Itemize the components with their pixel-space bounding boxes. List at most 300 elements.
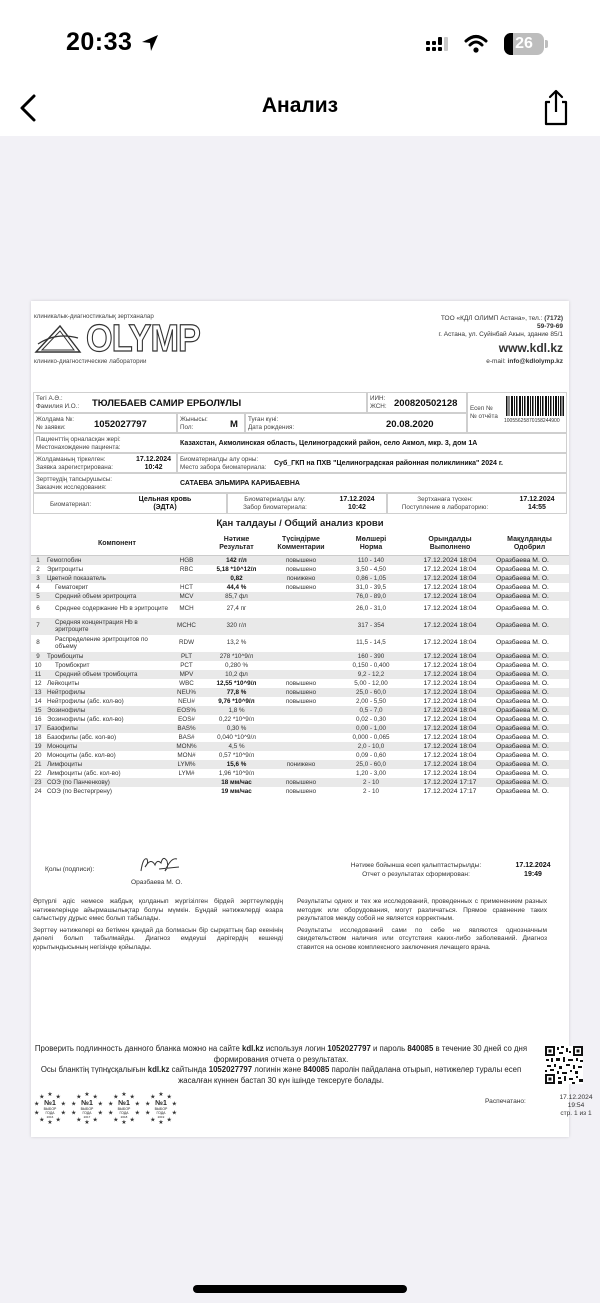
component-code: LYM% xyxy=(170,760,203,769)
table-row xyxy=(31,679,569,688)
svg-text:ВЫБОР: ВЫБОР xyxy=(117,1107,131,1111)
patient-name: ТЮЛЕБАЕВ САМИР ЕРБОЛҰЛЫ xyxy=(92,398,242,409)
result-comment: повышено xyxy=(285,679,317,687)
result-comment: повышено xyxy=(270,555,332,565)
completed-at: 17.12.2024 18:04 xyxy=(423,769,477,777)
approved-by: Оразбаева М. О. xyxy=(490,688,569,697)
component-name: СОЭ (по Панченкову) xyxy=(45,778,170,787)
approved-by: Оразбаева М. О. xyxy=(490,760,569,769)
registered-cell: Жолдаманың тіркелген: Заявка зарегистрирована: 17.12.2024 10:42 xyxy=(33,453,177,473)
reference-range: 0,150 - 0,400 xyxy=(352,661,390,669)
customer-name: САТАЕВА ЭЛЬМИРА КАРИБАЕВНА xyxy=(180,480,300,487)
component-code xyxy=(170,574,203,583)
result-value: 1,96 *10^9/л xyxy=(218,769,255,777)
order-number: 1052027797 xyxy=(94,419,147,430)
result-value: 9,76 *10^9/л xyxy=(218,697,255,705)
reference-range: 2,00 - 5,50 xyxy=(355,697,387,705)
svg-text:★: ★ xyxy=(55,1117,61,1124)
result-comment: повышено xyxy=(285,787,317,795)
svg-text:★: ★ xyxy=(166,1094,172,1101)
result-comment xyxy=(270,670,332,679)
reference-range: 26,0 - 31,0 xyxy=(355,605,387,613)
award-badge-icon xyxy=(70,1091,104,1125)
result-comment xyxy=(270,635,332,652)
component-name: Лимфоциты xyxy=(45,760,170,769)
svg-text:★: ★ xyxy=(76,1117,82,1124)
biomaterial-cell: Биоматериал: Цельная кровь (ЭДТА) xyxy=(33,493,227,514)
svg-text:★: ★ xyxy=(129,1094,135,1101)
patient-dob: 20.08.2020 xyxy=(386,419,434,430)
reference-range: 9,2 - 12,2 xyxy=(332,670,410,679)
patient-name-cell: Тегі А.Ә.: Фамилия И.О.: ТЮЛЕБАЕВ САМИР ЕРБОЛҰЛЫ xyxy=(33,392,367,413)
completed-at: 17.12.2024 18:04 xyxy=(423,697,477,705)
reference-range: 31,0 - 39,5 xyxy=(355,583,387,591)
reference-range: 2 - 10 xyxy=(362,787,380,795)
completed-at: 17.12.2024 18:04 xyxy=(410,706,490,715)
row-number: 5 xyxy=(31,592,45,601)
svg-text:★: ★ xyxy=(92,1094,98,1101)
row-number: 19 xyxy=(31,742,45,751)
component-code: RDW xyxy=(178,639,195,647)
component-name: Базофилы (абс. кол-во) xyxy=(47,733,117,741)
svg-text:№1: №1 xyxy=(44,1100,56,1107)
completed-at: 17.12.2024 18:04 xyxy=(423,605,477,613)
component-code: LYM# xyxy=(178,769,195,777)
component-name: Средний объем тромбоцита xyxy=(45,670,170,679)
approved-by: Оразбаева М. О. xyxy=(490,592,569,601)
signer-name: Оразбаева М. О. xyxy=(131,879,183,886)
completed-at: 17.12.2024 18:04 xyxy=(423,751,477,759)
svg-text:★: ★ xyxy=(60,1101,66,1108)
component-name: Тромбокрит xyxy=(55,661,90,669)
svg-text:★: ★ xyxy=(121,1092,127,1098)
row-number: 21 xyxy=(31,760,45,769)
lab-report-document: клиникалык-диагностикалық зертханалар OLYMP клинико-диагностические лаборатории ТОО «КДЛ ОЛИМП Астана», тел.: (7172) 59-79-69 г. Астана, ул. Суйінбай Акын, здание 85/1 www.kdl.kz e-mail: info@kdlolymp.kz Тегі А.Ә.: Фамилия И.О.: ТЮЛЕБАЕВ САМИР ЕРБОЛҰЛЫ ИИН: ЖСН: 200820502128 Есеп № № отчёта 100556258701582449​00 Жолдама №: № заявки: 1052027797 Жынысы: Пол: М Туған күні: Дата рождения: 20.08.2020 Пациенттің орналасқан жері: Местонахождение пациента: Казахстан, Акмолинская область, Целиноградский район, село Акмол, мкр. 3, дом 1А Жолдаманың тіркелген: Заявка зарегистрирована: 17.12.2024 10:42 Биоматериалды алу орны: Место забора биоматериала: Суб_ГКП на ПХВ "Целиноградская районная поликлиника" 2024 г. Зерттеудің тапсырушысы: Заказчик исследования: САТАЕВА ЭЛЬМИРА КАРИБАЕВНА Биоматериал: Цельная кровь (ЭДТА) Биоматериалды алу: Забор биоматериала: 17.12.2024 10:42 Зертханаға түскен: Поступление в лабораторию: 17.12.2024 14:55 Қан талдауы / Общий анализ крови Компонент Нәтиже Результат Түсіндірме Комментарии Мөлшері Норма Орындалды Выполнено Мақұлданды Одобрил 1 Гемоглобин HGB 142 г/л повышено 110 - 140 17.12.2024 18:04 Оразбаева М. О. 2 Эритроциты RBC 5,18 *10^12/л повышено 3,50 - 4,50 17.12.2024 18:04 Оразбаева М. О. 3 Цветной показатель 0,82 понижено 0,86 - 1,05 17.12.2024 18:04 Оразбаева М. О. 4 Гематокрит HCT 44,4 % повышено 31,0 - 39,5 17.12.2024 18:04 Оразбаева М. О. 5 Средний объем эритроцита MCV 85,7 фл 76,0 - 89,0 17.12.2024 18:04 Оразбаева М. О. 6 Среднее содержание Hb в эритроците MCH 27,4 пг 26,0 - 31,0 17.12.2024 18:04 Оразбаева М. О. 7 Средняя концентрация Hb в эритроците MCHC 320 г/л 317 - 354 17.12.2024 18:04 Оразбаева М. О. 8 Распределение эритроцитов по объему RDW 13,2 % 11,5 - 14,5 17.12.2024 18:04 Оразбаева М. О. 9 Тромбоциты PLT 278 *10^9/л 160 - 390 17.12.2024 18:04 Оразбаева М. О. 10 Тромбокрит PCT 0,280 % 0,150 - 0,400 17.12.2024 18:04 Оразбаева М. О. 11 Средний объем тромбоцита MPV 10,2 фл 9,2 - 12,2 17.12.2024 18:04 Оразбаева М. О. 12 Лейкоциты WBC 12,55 *10^9/л повышено 5,00 - 12,00 17.12.2024 18:04 Оразбаева М. О. 13 Нейтрофилы NEU% 77,8 % повышено 25,0 - 60,0 17.12.2024 18:04 Оразбаева М. О. 14 Нейтрофилы (абс. кол-во) NEU# 9,76 *10^9/л повышено 2,00 - 5,50 17.12.2024 18:04 Оразбаева М. О. 15 Эозинофилы EOS% 1,8 % 0,5 - 7,0 17.12.2024 18:04 Оразбаева М. О. 16 Эозинофилы (абс. кол-во) EOS# 0,22 *10^9/л 0,02 - 0,30 17.12.2024 18:04 Оразбаева М. О. 17 Базофилы BAS% 0,30 % 0,00 - 1,00 17.12.2024 18:04 Оразбаева М. О. 18 Базофилы (абс. кол-во) BAS# 0,040 *10^9/л 0,000 - 0,065 17.12.2024 18:04 Оразбаева М. О. 19 Моноциты MON% 4,5 % 2,0 - 10,0 17.12.2024 18:04 Оразбаева М. О. 20 Моноциты (абс. кол-во) MON# 0,57 *10^9/л 0,09 - 0,60 17.12.2024 18:04 Оразбаева М. О. 21 Лимфоциты LYM% 15,6 % понижено 25,0 - 60,0 17.12.2024 18:04 Оразбаева М. О. 22 Лимфоциты (абс. кол-во) LYM# 1,96 *10^9/л 1,20 - 3,00 17.12.2024 18:04 Оразбаева М. О. 23 СОЭ (по Панченкову) 18 мм/час повышено 2 - 10 17.12.2024 17:17 Оразбаева М. О. 24 СОЭ (по Вестергрену) 19 мм/час повышено 2 - 10 17.12.2024 17:17 Оразбаева М. О. Қолы (подписи): Оразбаева М. О. Нәтиже бойынша есеп қалыптастырылды: Отчет о результатах сформирован: 17.12.2024 19:49 Әртүрлі әдіс немесе жабдық қолданып жүргізілген бірдей зерттеулердің нәтижелерінде айырмашылықтар болуы мүмкін. Бұндай нәтижелерді өзара салыстыру дұрыс емес болып табылады. Зерттеу нәтижелері өз бетімен қандай да болмасын бір сырқаттың бар екенінің дәлелі болып табылмайды. Диагноз емдеуші дәрігердің кешенді қорытындысының негізінде қойылады. Результаты одних и тех же исследований, проведенных с применением разных методик или оборудования, могут различаться. Прямое сравнение таких результатов между собой не является корректным. Результаты исследований сами по себе не являются однозначным свидетельством наличия или отсутствия каких-либо заболеваний. Диагноз ставится на основе комплексного заключения лечащего врача. Проверить подлинность данного бланка можно на сайте kdl.kz используя логин 1052027797 и пароль 840085 в течение 30 дней со дня формирования отчета о результатах. Осы бланктің түпнұсқалығын kdl.kz сайтында 1052027797 логинін және 840085 паролін пайдалана отырып, нәтижелер туралы есеп жасалған күннен бастап 30 күн ішінде тексеруге болады. ★ ★ ★ ★ ★ ★ ★ ★ ★ ★ №1 ВЫБОР ГОДА 2016 ★ ★ ★ ★ ★ ★ ★ ★ ★ ★ №1 ВЫБОР ГОДА 2017 ★ ★ ★ ★ ★ ★ ★ ★ ★ ★ №1 ВЫБОР ГОДА 2018 ★ ★ ★ ★ ★ ★ ★ ★ ★ ★ №1 ВЫБОР ГОДА 2019 Распечатано: 17.12.2024 19:54 стр. 1 из 1 xyxy=(31,301,569,1137)
row-number: 3 xyxy=(31,574,45,583)
component-code: MCH xyxy=(179,605,194,613)
customer-cell: Зерттеудің тапсырушысы: Заказчик исследования: САТАЕВА ЭЛЬМИРА КАРИБАЕВНА xyxy=(33,473,567,493)
row-number: 17 xyxy=(31,724,45,733)
result-value: 0,280 % xyxy=(224,661,249,669)
reference-range: 0,5 - 7,0 xyxy=(332,706,410,715)
result-comment xyxy=(270,769,332,778)
table-row xyxy=(31,555,569,565)
barcode-number: 100556258701582449​00 xyxy=(504,418,560,424)
row-number: 10 xyxy=(34,661,42,669)
reference-range: 3,50 - 4,50 xyxy=(355,565,387,573)
approved-by: Оразбаева М. О. xyxy=(490,778,569,787)
iin-cell: ИИН: ЖСН: 200820502128 xyxy=(367,392,467,413)
completed-at: 17.12.2024 18:04 xyxy=(410,724,490,733)
component-name: Средняя концентрация Hb в эритроците xyxy=(45,618,170,635)
table-row xyxy=(31,652,569,661)
component-code: NEU% xyxy=(170,688,203,697)
result-value: 0,57 *10^9/л xyxy=(218,751,255,759)
component-name: Среднее содержание Hb в эритроците xyxy=(55,605,168,613)
component-code xyxy=(170,778,203,787)
header-result: Нәтиже Результат xyxy=(203,533,270,555)
section-title: Қан талдауы / Общий анализ крови xyxy=(216,518,384,529)
wifi-icon xyxy=(464,34,488,54)
component-code: PCT xyxy=(180,661,193,669)
collection-place: Суб_ГКП на ПХВ "Целиноградская районная поликлиника" 2024 г. xyxy=(274,460,503,467)
company-website: www.kdl.kz xyxy=(498,341,563,355)
completed-at: 17.12.2024 18:04 xyxy=(410,742,490,751)
svg-text:2016: 2016 xyxy=(46,1115,54,1119)
row-number: 4 xyxy=(36,583,40,591)
result-value: 18 мм/час xyxy=(203,778,270,787)
result-value: 278 *10^9/л xyxy=(203,652,270,661)
row-number: 22 xyxy=(34,769,42,777)
result-comment xyxy=(270,742,332,751)
table-row xyxy=(31,592,569,601)
svg-text:★: ★ xyxy=(92,1117,98,1124)
completed-at: 17.12.2024 18:04 xyxy=(410,652,490,661)
header-component: Компонент xyxy=(31,533,203,555)
result-comment: понижено xyxy=(270,574,332,583)
completed-at: 17.12.2024 18:04 xyxy=(423,715,477,723)
completed-at: 17.12.2024 18:04 xyxy=(410,592,490,601)
result-value: 142 г/л xyxy=(203,555,270,565)
table-row xyxy=(31,583,569,592)
row-number: 6 xyxy=(36,605,40,613)
svg-text:№1: №1 xyxy=(155,1100,167,1107)
signature-block: Қолы (подписи): Оразбаева М. О. Нәтиже бойынша есеп қалыптастырылды: Отчет о результатах сформирован: 17.12.2024 19:49 xyxy=(31,853,569,893)
header-norm: Мөлшері Норма xyxy=(332,533,410,555)
result-value: 77,8 % xyxy=(203,688,270,697)
reference-range: 2 - 10 xyxy=(332,778,410,787)
result-comment xyxy=(270,592,332,601)
table-row xyxy=(31,724,569,733)
table-row xyxy=(31,787,569,796)
svg-text:★: ★ xyxy=(76,1094,82,1101)
svg-text:★: ★ xyxy=(84,1092,90,1098)
navigation-bar xyxy=(0,80,600,136)
verification-notice: Проверить подлинность данного бланка можно на сайте kdl.kz используя логин 1052027797 и пароль 840085 в течение 30 дней со дня формирования отчета о результатах. Осы бланктің түпнұсқалығын kdl.kz сайтында 1052027797 логинін және 840085 паролін пайдалана отырып, нәтижелер туралы есеп жасалған күннен бастап 30 күн ішінде тексеруге болады. xyxy=(34,1044,528,1085)
reference-range: 110 - 140 xyxy=(332,555,410,565)
collected-cell: Биоматериалды алу: Забор биоматериала: 17.12.2024 10:42 xyxy=(227,493,387,514)
component-name: Тромбоциты xyxy=(45,652,170,661)
svg-text:★: ★ xyxy=(84,1120,90,1125)
component-name: Нейтрофилы xyxy=(45,688,170,697)
reference-range: 0,86 - 1,05 xyxy=(332,574,410,583)
page-title: Анализ xyxy=(261,94,339,117)
component-code: MCV xyxy=(170,592,203,601)
component-code: NEU# xyxy=(178,697,195,705)
reference-range: 0,00 - 1,00 xyxy=(332,724,410,733)
approved-by: Оразбаева М. О. xyxy=(496,661,549,669)
completed-at: 17.12.2024 18:04 xyxy=(423,565,477,573)
table-row xyxy=(31,706,569,715)
logo-triangle-icon xyxy=(34,322,82,356)
component-code: RBC xyxy=(179,565,194,573)
component-name: Эритроциты xyxy=(47,565,83,573)
collection-place-cell: Биоматериалды алу орны: Место забора биоматериала: Суб_ГКП на ПХВ "Целиноградская районная поликлиника" 2024 г. xyxy=(177,453,567,473)
svg-text:★: ★ xyxy=(108,1101,114,1108)
result-value: 85,7 фл xyxy=(203,592,270,601)
award-badge-icon xyxy=(107,1091,141,1125)
approved-by: Оразбаева М. О. xyxy=(496,605,549,613)
page-number: стр. 1 из 1 xyxy=(560,1110,592,1117)
reference-range: 0,02 - 0,30 xyxy=(355,715,387,723)
svg-text:★: ★ xyxy=(171,1101,177,1108)
approved-by: Оразбаева М. О. xyxy=(496,715,549,723)
approved-by: Оразбаева М. О. xyxy=(496,565,549,573)
row-number: 2 xyxy=(36,565,40,573)
svg-text:ГОДА: ГОДА xyxy=(82,1111,92,1115)
row-number: 20 xyxy=(34,751,42,759)
awards-row xyxy=(33,1091,178,1125)
row-number: 13 xyxy=(31,688,45,697)
header-done: Орындалды Выполнено xyxy=(410,533,490,555)
component-name: Гемоглобин xyxy=(45,555,170,565)
table-row xyxy=(31,688,569,697)
approved-by: Оразбаева М. О. xyxy=(490,670,569,679)
svg-text:★: ★ xyxy=(39,1094,45,1101)
svg-text:★: ★ xyxy=(55,1094,61,1101)
result-comment xyxy=(270,706,332,715)
cellular-signal-icon xyxy=(426,37,450,53)
reference-range: 0,000 - 0,065 xyxy=(352,733,390,741)
result-comment xyxy=(270,601,332,618)
svg-text:★: ★ xyxy=(145,1101,151,1108)
svg-text:★: ★ xyxy=(145,1110,151,1117)
table-row xyxy=(31,697,569,706)
component-code: MON# xyxy=(177,751,196,759)
table-row xyxy=(31,778,569,787)
svg-text:ВЫБОР: ВЫБОР xyxy=(43,1107,57,1111)
component-code: PLT xyxy=(170,652,203,661)
table-row xyxy=(31,751,569,760)
svg-text:№1: №1 xyxy=(118,1100,130,1107)
component-code: BAS# xyxy=(178,733,195,741)
result-value: 0,82 xyxy=(203,574,270,583)
completed-at: 17.12.2024 18:04 xyxy=(423,733,477,741)
company-info: ТОО «КДЛ ОЛИМП Астана», тел.: (7172) 59-79-69 г. Астана, ул. Суйінбай Акын, здание 85/1 www.kdl.kz e-mail: info@kdlolymp.kz xyxy=(438,315,563,365)
svg-text:★: ★ xyxy=(71,1110,77,1117)
table-row xyxy=(31,661,569,670)
approved-by: Оразбаева М. О. xyxy=(490,618,569,635)
component-name: Нейтрофилы (абс. кол-во) xyxy=(47,697,124,705)
table-row xyxy=(31,760,569,769)
table-row xyxy=(31,601,569,618)
result-value: 0,30 % xyxy=(203,724,270,733)
component-code: HCT xyxy=(180,583,193,591)
approved-by: Оразбаева М. О. xyxy=(496,787,549,795)
reference-range: 160 - 390 xyxy=(332,652,410,661)
completed-at: 17.12.2024 17:17 xyxy=(410,778,490,787)
svg-text:★: ★ xyxy=(113,1117,119,1124)
table-row xyxy=(31,618,569,635)
home-indicator[interactable] xyxy=(193,1285,407,1293)
table-row xyxy=(31,565,569,574)
reference-range: 5,00 - 12,00 xyxy=(354,679,388,687)
reference-range: 76,0 - 89,0 xyxy=(332,592,410,601)
component-code: MON% xyxy=(170,742,203,751)
completed-at: 17.12.2024 18:04 xyxy=(410,760,490,769)
reference-range: 25,0 - 60,0 xyxy=(332,760,410,769)
svg-text:★: ★ xyxy=(158,1120,164,1125)
component-code xyxy=(170,787,203,796)
component-name: Моноциты xyxy=(45,742,170,751)
svg-text:2019: 2019 xyxy=(157,1115,165,1119)
dob-cell: Туған күні: Дата рождения: 20.08.2020 xyxy=(245,413,467,433)
table-row xyxy=(31,715,569,724)
result-value: 15,6 % xyxy=(203,760,270,769)
location-arrow-icon xyxy=(140,33,160,53)
svg-text:★: ★ xyxy=(158,1092,164,1098)
results-table xyxy=(31,533,569,796)
reference-range: 11,5 - 14,5 xyxy=(356,639,386,647)
result-value: 0,22 *10^9/л xyxy=(218,715,255,723)
svg-text:★: ★ xyxy=(166,1117,172,1124)
table-row xyxy=(31,769,569,778)
result-comment xyxy=(270,661,332,670)
result-comment: повышено xyxy=(285,583,317,591)
result-value: 10,2 фл xyxy=(203,670,270,679)
result-comment: повышено xyxy=(270,778,332,787)
completed-at: 17.12.2024 18:04 xyxy=(410,688,490,697)
signature-icon xyxy=(137,853,183,875)
qr-code-icon[interactable] xyxy=(545,1046,583,1084)
result-comment xyxy=(270,751,332,760)
svg-text:ГОДА: ГОДА xyxy=(45,1111,55,1115)
component-name: Гематокрит xyxy=(55,583,89,591)
component-code: WBC xyxy=(179,679,194,687)
reference-range: 25,0 - 60,0 xyxy=(332,688,410,697)
component-name: Лейкоциты xyxy=(47,679,80,687)
svg-text:★: ★ xyxy=(150,1117,156,1124)
header-approved: Мақұлданды Одобрил xyxy=(490,533,569,555)
component-name: Лимфоциты (абс. кол-во) xyxy=(47,769,121,777)
reference-range: 2,0 - 10,0 xyxy=(332,742,410,751)
olymp-logo: клиникалык-диагностикалық зертханалар OLYMP клинико-диагностические лаборатории xyxy=(34,313,200,365)
component-code: EOS% xyxy=(170,706,203,715)
approved-by: Оразбаева М. О. xyxy=(496,733,549,741)
svg-text:ВЫБОР: ВЫБОР xyxy=(154,1107,168,1111)
result-value: 320 г/л xyxy=(203,618,270,635)
row-number: 24 xyxy=(34,787,42,795)
svg-text:★: ★ xyxy=(39,1117,45,1124)
row-number: 7 xyxy=(31,618,45,635)
table-row xyxy=(31,635,569,652)
award-badge-icon xyxy=(33,1091,67,1125)
component-name: Базофилы xyxy=(45,724,170,733)
completed-at: 17.12.2024 17:17 xyxy=(423,787,477,795)
result-value: 1,8 % xyxy=(203,706,270,715)
component-name: Цветной показатель xyxy=(45,574,170,583)
approved-by: Оразбаева М. О. xyxy=(496,769,549,777)
result-value: 19 мм/час xyxy=(221,787,252,795)
svg-text:★: ★ xyxy=(71,1101,77,1108)
row-number: 23 xyxy=(31,778,45,787)
location-cell: Пациенттің орналасқан жері: Местонахождение пациента: Казахстан, Акмолинская область, Целиноградский район, село Акмол, мкр. 3, дом 1А xyxy=(33,433,567,453)
svg-text:★: ★ xyxy=(171,1110,177,1117)
component-name: Распределение эритроцитов по объему xyxy=(55,635,148,650)
result-value: 5,18 *10^12/л xyxy=(216,565,257,573)
report-number-cell: Есеп № № отчёта 100556258701582449​00 xyxy=(467,392,567,433)
approved-by: Оразбаева М. О. xyxy=(490,574,569,583)
reference-range: 317 - 354 xyxy=(332,618,410,635)
result-value: 13,2 % xyxy=(226,639,247,647)
result-comment: повышено xyxy=(285,565,317,573)
completed-at: 17.12.2024 18:04 xyxy=(423,583,477,591)
table-row xyxy=(31,742,569,751)
completed-at: 17.12.2024 18:04 xyxy=(423,639,477,647)
table-row xyxy=(31,733,569,742)
svg-text:★: ★ xyxy=(113,1094,119,1101)
svg-text:★: ★ xyxy=(97,1110,103,1117)
svg-text:★: ★ xyxy=(47,1120,53,1125)
row-number: 18 xyxy=(34,733,42,741)
component-code: EOS# xyxy=(178,715,195,723)
approved-by: Оразбаева М. О. xyxy=(496,583,549,591)
row-number: 14 xyxy=(34,697,42,705)
row-number: 1 xyxy=(31,555,45,565)
patient-sex: М xyxy=(230,419,238,430)
approved-by: Оразбаева М. О. xyxy=(496,639,549,647)
result-value: 12,55 *10^9/л xyxy=(216,679,257,687)
component-name: Средний объем эритроцита xyxy=(45,592,170,601)
svg-text:★: ★ xyxy=(108,1110,114,1117)
row-number: 9 xyxy=(31,652,45,661)
completed-at: 17.12.2024 18:04 xyxy=(423,679,477,687)
svg-text:★: ★ xyxy=(47,1092,53,1098)
completed-at: 17.12.2024 18:04 xyxy=(410,555,490,565)
approved-by: Оразбаева М. О. xyxy=(496,697,549,705)
component-code: HGB xyxy=(170,555,203,565)
reference-range: 0,09 - 0,60 xyxy=(355,751,387,759)
battery-tip xyxy=(545,40,548,48)
component-name: Эозинофилы (абс. кол-во) xyxy=(47,715,124,723)
svg-text:★: ★ xyxy=(97,1101,103,1108)
approved-by: Оразбаева М. О. xyxy=(496,751,549,759)
result-comment: повышено xyxy=(270,688,332,697)
sex-cell: Жынысы: Пол: М xyxy=(177,413,245,433)
component-code: MCHC xyxy=(170,618,203,635)
svg-text:ВЫБОР: ВЫБОР xyxy=(80,1107,94,1111)
completed-at: 17.12.2024 18:04 xyxy=(410,618,490,635)
component-name: Моноциты (абс. кол-во) xyxy=(47,751,116,759)
barcode-icon xyxy=(506,396,564,416)
svg-text:2017: 2017 xyxy=(83,1115,91,1119)
svg-text:★: ★ xyxy=(60,1110,66,1117)
approved-by: Оразбаева М. О. xyxy=(490,555,569,565)
svg-text:★: ★ xyxy=(34,1101,40,1108)
component-name: Эозинофилы xyxy=(45,706,170,715)
svg-text:ГОДА: ГОДА xyxy=(119,1111,129,1115)
result-value: 27,4 пг xyxy=(226,605,247,613)
award-badge-icon xyxy=(144,1091,178,1125)
result-comment: понижено xyxy=(270,760,332,769)
row-number: 8 xyxy=(36,639,40,647)
svg-text:★: ★ xyxy=(134,1110,140,1117)
approved-by: Оразбаева М. О. xyxy=(490,724,569,733)
component-name: СОЭ (по Вестергрену) xyxy=(47,787,113,795)
completed-at: 17.12.2024 18:04 xyxy=(410,670,490,679)
svg-text:2018: 2018 xyxy=(120,1115,128,1119)
approved-by: Оразбаева М. О. xyxy=(496,679,549,687)
row-number: 15 xyxy=(31,706,45,715)
result-comment xyxy=(270,652,332,661)
lab-received-cell: Зертханаға түскен: Поступление в лабораторию: 17.12.2024 14:55 xyxy=(387,493,567,514)
share-button[interactable] xyxy=(538,88,574,128)
svg-text:★: ★ xyxy=(34,1110,40,1117)
result-value: 4,5 % xyxy=(203,742,270,751)
result-value: 44,4 % xyxy=(226,583,247,591)
patient-location: Казахстан, Акмолинская область, Целиноградский район, село Акмол, мкр. 3, дом 1А xyxy=(180,440,478,447)
table-row xyxy=(31,670,569,679)
